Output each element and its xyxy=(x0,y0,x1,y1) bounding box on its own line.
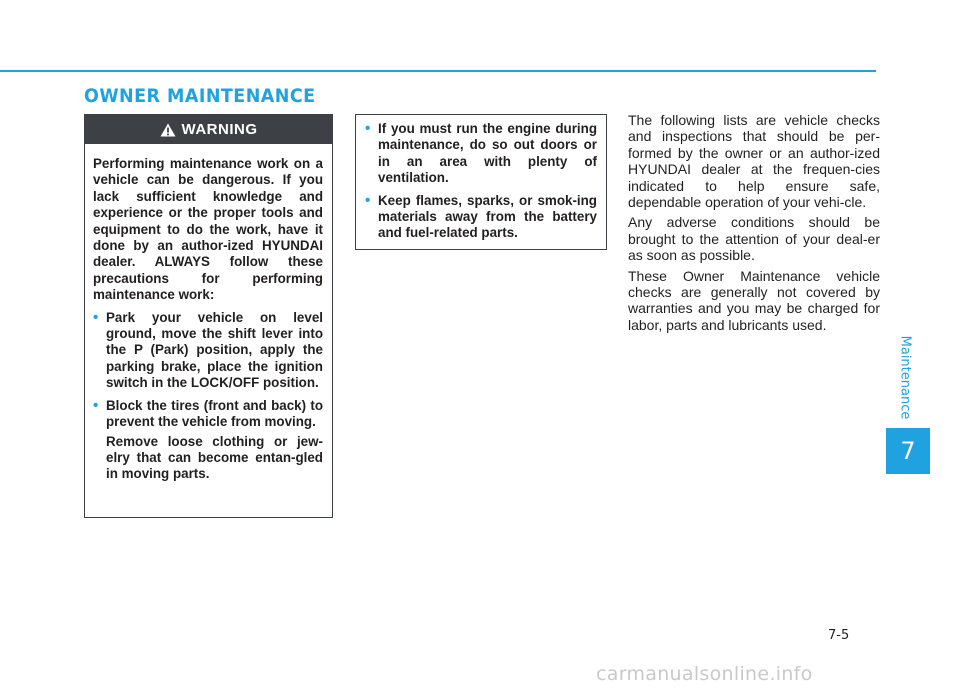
warning-bullet xyxy=(93,310,323,392)
warning-continuation: Remove loose clothing or jew-elry that can become entan-gled in moving parts. xyxy=(106,433,323,482)
watermark-link[interactable]: carmanualsonline.info xyxy=(596,663,813,685)
page-number: 7-5 xyxy=(828,628,850,643)
warning-box xyxy=(84,114,333,518)
warning-bullet xyxy=(365,193,597,242)
header-rule xyxy=(0,70,876,72)
warning-box-continued xyxy=(355,114,607,250)
bullet-dot-icon: • xyxy=(93,308,99,326)
warning-title: WARNING xyxy=(181,121,258,138)
warning-bullet xyxy=(365,121,597,187)
warning-bullet-text: If you must run the engine during maintenance, do so out doors or in an area with plenty of ventilation. xyxy=(378,121,597,186)
body-paragraph: The following lists are vehicle checks and inspections that should be per-formed by the owner or an author-ized HYUNDAI dealer at the frequen-cies indicated to help ensure safe, dependable operation of your vehi-cle. xyxy=(628,112,880,211)
warning-bullet-text: Keep flames, sparks, or smok-ing materials away from the battery and fuel-related parts. xyxy=(378,192,597,241)
body-paragraph: These Owner Maintenance vehicle checks are generally not covered by warranties and you may be charged for labor, parts and lubricants used. xyxy=(628,267,880,333)
warning-bullet-text: Park your vehicle on level ground, move the shift lever into the P (Park) position, apply the parking brake, place the ignition switch in the LOCK/OFF position. xyxy=(106,309,323,391)
warning-bullet-text: Block the tires (front and back) to prevent the vehicle from moving. xyxy=(106,397,323,430)
bullet-dot-icon: • xyxy=(365,120,371,137)
chapter-tab-label xyxy=(885,332,925,422)
warning-triangle-icon xyxy=(160,123,176,137)
warning-bullet xyxy=(93,398,323,431)
warning-body xyxy=(85,144,332,483)
chapter-tab-text: Maintenance xyxy=(897,335,913,419)
chapter-number-badge: 7 xyxy=(886,428,930,474)
body-column xyxy=(628,112,880,337)
warning-header xyxy=(85,115,332,144)
bullet-dot-icon: • xyxy=(365,191,371,209)
section-title: OWNER MAINTENANCE xyxy=(84,85,316,107)
warning-intro: Performing maintenance work on a vehicle can be dangerous. If you lack sufficient knowledge and experience or the proper tools and equipment to do the work, have it done by an author-ized HYUNDAI dealer. ALWAYS follow these precautions for performing maintenance work: xyxy=(93,156,323,303)
bullet-dot-icon: • xyxy=(93,396,99,414)
body-paragraph: Any adverse conditions should be brought to the attention of your deal-er as soon as possible. xyxy=(628,214,880,264)
